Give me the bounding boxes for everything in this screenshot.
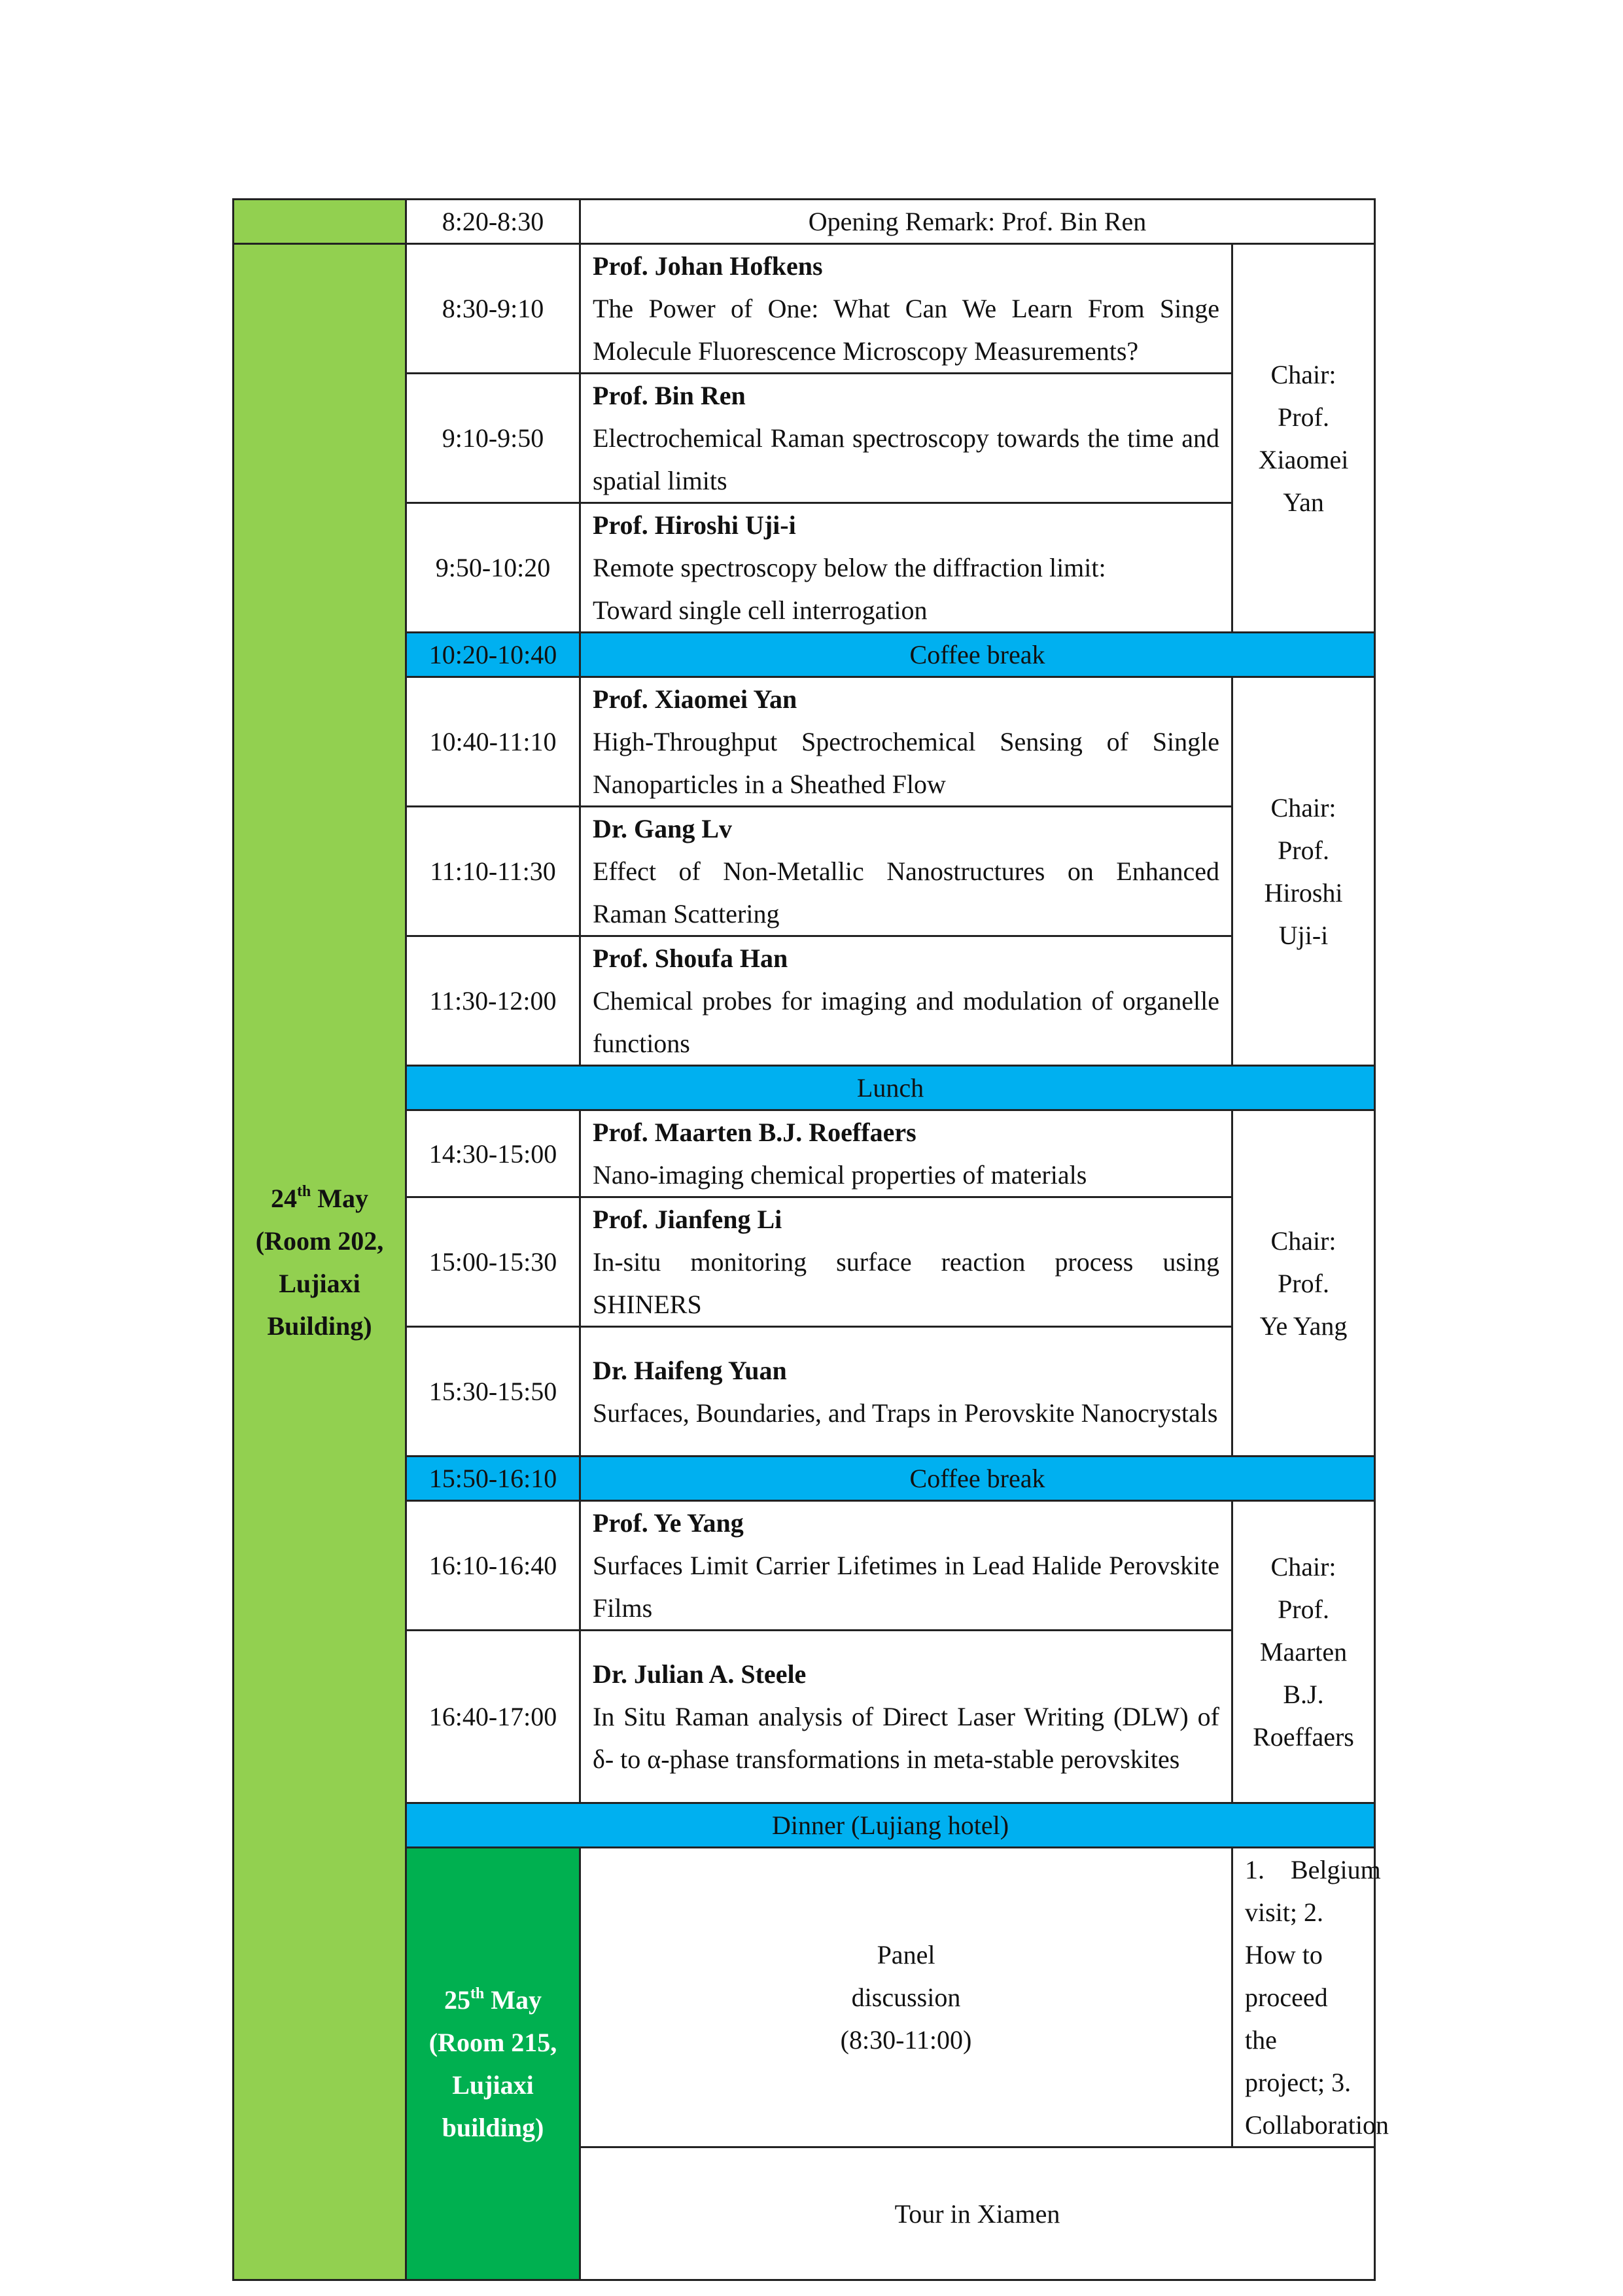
- lunch-label: Lunch: [406, 1066, 1375, 1110]
- talk-title-line: Toward single cell interrogation: [593, 595, 928, 625]
- day1-header-cell: [234, 200, 406, 244]
- talk-cell: [580, 1501, 1232, 1631]
- talk-cell: [580, 244, 1232, 374]
- speaker-name: Dr. Gang Lv: [593, 814, 733, 843]
- chair-line: B.J.: [1283, 1680, 1324, 1709]
- talk-cell: [580, 1110, 1232, 1197]
- talk-cell: [580, 1631, 1232, 1803]
- talk-title: Surfaces Limit Carrier Lifetimes in Lead Halide Perovskite Films: [593, 1551, 1219, 1623]
- talk-title: Chemical probes for imaging and modulation of organelle functions: [593, 986, 1219, 1058]
- talk-time: 10:40-11:10: [406, 677, 580, 807]
- day1-date: 24th May: [270, 1183, 369, 1213]
- talk-time: 16:40-17:00: [406, 1631, 580, 1803]
- talk-cell: [580, 503, 1232, 633]
- speaker-name: Prof. Johan Hofkens: [593, 251, 823, 281]
- chair-line: Prof.: [1278, 1595, 1329, 1624]
- talk-cell: [580, 374, 1232, 503]
- chair-line: Chair:: [1270, 359, 1336, 389]
- speaker-name: Prof. Hiroshi Uji-i: [593, 510, 796, 540]
- talk-cell: [580, 936, 1232, 1066]
- talk-time: 11:30-12:00: [406, 936, 580, 1066]
- talk-cell: [580, 1197, 1232, 1327]
- day2-date: 25th May: [444, 1985, 542, 2015]
- talk-time: 9:10-9:50: [406, 374, 580, 503]
- chair-line: Yan: [1283, 487, 1324, 517]
- talk-title: Effect of Non-Metallic Nanostructures on Enhanced Raman Scattering: [593, 857, 1219, 928]
- talk-title: In Situ Raman analysis of Direct Laser Writing (DLW) of δ- to α-phase transformations in meta-stable perovskites: [593, 1702, 1219, 1774]
- break-time: 10:20-10:40: [406, 633, 580, 677]
- day2-building-suffix: building): [442, 2113, 544, 2142]
- talk-time: 15:00-15:30: [406, 1197, 580, 1327]
- day1-building-suffix: Building): [267, 1311, 372, 1341]
- session-chair: [1232, 1110, 1375, 1457]
- day1-room: (Room 202,: [255, 1226, 384, 1256]
- speaker-name: Prof. Ye Yang: [593, 1508, 744, 1538]
- chair-line: Prof.: [1278, 835, 1329, 865]
- day2-label: [406, 1848, 580, 2280]
- opening-row: [234, 200, 1375, 244]
- talk-time: 15:30-15:50: [406, 1327, 580, 1457]
- talk-title: In-situ monitoring surface reaction process using SHINERS: [593, 1247, 1219, 1319]
- chair-line: Ye Yang: [1259, 1311, 1348, 1341]
- chair-line: Maarten: [1259, 1637, 1348, 1667]
- chair-line: Uji-i: [1278, 920, 1329, 950]
- talk-cell: [580, 807, 1232, 936]
- session-chair: [1232, 677, 1375, 1066]
- tour-label: Tour in Xiamen: [580, 2147, 1375, 2280]
- talk-cell: [580, 677, 1232, 807]
- chair-line: Roeffaers: [1253, 1722, 1354, 1752]
- chair-line: Chair:: [1270, 792, 1336, 822]
- talk-cell: [580, 1327, 1232, 1457]
- day1-building: Lujiaxi: [279, 1268, 360, 1298]
- panel-time-line: Panel: [877, 1940, 935, 1969]
- speaker-name: Prof. Shoufa Han: [593, 944, 788, 973]
- talk-row: [234, 244, 1375, 374]
- speaker-name: Prof. Bin Ren: [593, 381, 746, 410]
- talk-title-line: Remote spectroscopy below the diffraction limit:: [593, 553, 1106, 582]
- break-label: Coffee break: [580, 1457, 1375, 1501]
- day2-room: (Room 215,: [428, 2028, 557, 2057]
- talk-time: 11:10-11:30: [406, 807, 580, 936]
- break-time: 15:50-16:10: [406, 1457, 580, 1501]
- chair-line: Prof.: [1278, 1268, 1329, 1298]
- chair-line: Hiroshi: [1264, 877, 1343, 908]
- speaker-name: Dr. Julian A. Steele: [593, 1659, 807, 1689]
- speaker-name: Prof. Xiaomei Yan: [593, 684, 797, 714]
- panel-time-line: discussion: [851, 1983, 961, 2012]
- talk-title: Electrochemical Raman spectroscopy towards the time and spatial limits: [593, 423, 1219, 495]
- talk-title: Surfaces, Boundaries, and Traps in Perovskite Nanocrystals: [593, 1398, 1218, 1428]
- speaker-name: Prof. Jianfeng Li: [593, 1205, 782, 1234]
- talk-time: 9:50-10:20: [406, 503, 580, 633]
- break-label: Coffee break: [580, 633, 1375, 677]
- talk-title: Nano-imaging chemical properties of materials: [593, 1160, 1087, 1190]
- speaker-name: Dr. Haifeng Yuan: [593, 1355, 787, 1385]
- speaker-name: Prof. Maarten B.J. Roeffaers: [593, 1118, 916, 1147]
- talk-time: 8:30-9:10: [406, 244, 580, 374]
- chair-line: Chair:: [1270, 1552, 1336, 1581]
- opening-time: 8:20-8:30: [406, 200, 580, 244]
- day2-building: Lujiaxi: [452, 2070, 534, 2100]
- session-chair: [1232, 244, 1375, 633]
- day1-label: [234, 244, 406, 2280]
- talk-time: 14:30-15:00: [406, 1110, 580, 1197]
- session-chair: [1232, 1501, 1375, 1803]
- talk-title: High-Throughput Spectrochemical Sensing of Single Nanoparticles in a Sheathed Flow: [593, 727, 1219, 799]
- talk-title: The Power of One: What Can We Learn From Singe Molecule Fluorescence Microscopy Measurements?: [593, 294, 1219, 366]
- schedule-table: [232, 198, 1389, 2281]
- chair-line: Prof.: [1278, 402, 1329, 432]
- panel-topics: 1. Belgium visit; 2. How to proceed the project; 3. Collaboration: [1232, 1848, 1375, 2147]
- opening-remark: Opening Remark: Prof. Bin Ren: [580, 200, 1375, 244]
- panel-time: [580, 1848, 1232, 2147]
- chair-line: Xiaomei: [1258, 444, 1349, 474]
- chair-line: Chair:: [1270, 1226, 1336, 1256]
- talk-time: 16:10-16:40: [406, 1501, 580, 1631]
- dinner-label: Dinner (Lujiang hotel): [406, 1803, 1375, 1848]
- panel-time-line: (8:30-11:00): [840, 2025, 972, 2055]
